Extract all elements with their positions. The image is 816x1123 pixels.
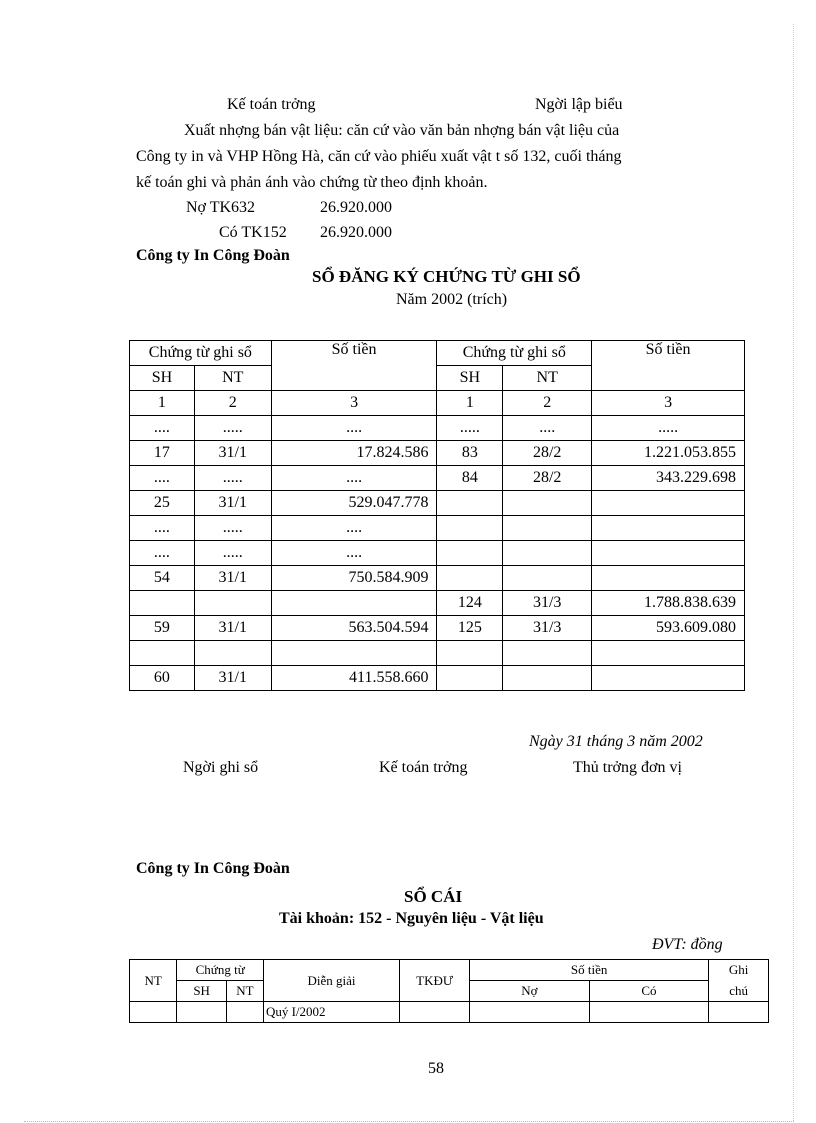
table-cell: .... — [130, 416, 195, 441]
table-cell: 411.558.660 — [271, 666, 437, 691]
table-cell: 59 — [130, 616, 195, 641]
table-cell: 17 — [130, 441, 195, 466]
ledger-cell — [130, 1002, 177, 1023]
table-cell: .... — [130, 541, 195, 566]
signer-right: Ngời lập biểu — [535, 96, 623, 113]
page-number: 58 — [428, 1060, 444, 1077]
paragraph-line-2: Công ty in và VHP Hồng Hà, căn cứ vào phiếu xuất vật t số 132, cuối tháng — [136, 148, 622, 165]
header-sh-left: SH — [130, 366, 195, 391]
table-cell — [194, 591, 271, 616]
table-cell: 84 — [437, 466, 503, 491]
table-cell: .... — [271, 466, 437, 491]
table-cell: 31/3 — [503, 616, 592, 641]
table-cell: 343.229.698 — [592, 466, 745, 491]
header-sh-right: SH — [437, 366, 503, 391]
table-cell — [592, 491, 745, 516]
credit-amount: 26.920.000 — [320, 224, 392, 241]
ledger-subtitle: Tài khoản: 152 - Nguyên liệu - Vật liệu — [279, 910, 544, 927]
table-cell: 54 — [130, 566, 195, 591]
ledger-cell — [226, 1002, 263, 1023]
table-cell — [503, 541, 592, 566]
table-cell: .... — [271, 516, 437, 541]
table-cell — [592, 641, 745, 666]
table-cell: 83 — [437, 441, 503, 466]
table-cell: 31/1 — [194, 491, 271, 516]
table-cell — [503, 666, 592, 691]
register-subtitle: Năm 2002 (trích) — [396, 291, 508, 308]
table-cell — [503, 566, 592, 591]
table-cell: 31/1 — [194, 616, 271, 641]
table-cell: ..... — [437, 416, 503, 441]
debit-amount: 26.920.000 — [320, 199, 392, 216]
table-cell: .... — [271, 541, 437, 566]
table-cell: 60 — [130, 666, 195, 691]
table-row — [130, 441, 745, 466]
table-cell — [437, 491, 503, 516]
table-cell: 17.824.586 — [271, 441, 437, 466]
table-cell: 28/2 — [503, 441, 592, 466]
table-cell: ..... — [194, 466, 271, 491]
ledger-header-description: Diễn giải — [263, 960, 399, 1002]
table-row — [130, 541, 745, 566]
table-cell: 1.788.838.639 — [592, 591, 745, 616]
bottom-dotted-border — [24, 1121, 794, 1122]
company-name: Công ty In Công Đoàn — [136, 247, 290, 264]
ledger-header-nt: NT — [130, 960, 177, 1002]
table-cell: 31/1 — [194, 566, 271, 591]
table-cell: 1 — [130, 391, 195, 416]
table-cell — [503, 641, 592, 666]
table-cell — [592, 516, 745, 541]
table-cell — [437, 541, 503, 566]
table-cell: 124 — [437, 591, 503, 616]
right-dotted-border — [793, 24, 794, 1121]
table-cell — [592, 541, 745, 566]
ledger-cell — [400, 1002, 470, 1023]
table-cell — [194, 641, 271, 666]
table-row — [130, 516, 745, 541]
ledger-header-voucher: Chứng từ — [177, 960, 264, 981]
table-cell — [271, 641, 437, 666]
table-cell: ..... — [592, 416, 745, 441]
ledger-header-note-bottom: chú — [709, 981, 769, 1002]
table-cell — [437, 516, 503, 541]
table-row — [130, 566, 745, 591]
table-row — [130, 391, 745, 416]
header-amount-left: Số tiền — [271, 341, 437, 391]
debit-label: Nợ TK632 — [186, 199, 256, 216]
paragraph-line-3: kế toán ghi và phản ánh vào chứng từ theo định khoản. — [136, 174, 488, 191]
ledger-table — [129, 959, 769, 1023]
ledger-header-amount: Số tiền — [470, 960, 709, 981]
table-row — [130, 616, 745, 641]
table-cell: 25 — [130, 491, 195, 516]
paragraph-line-1: Xuất nhợng bán vật liệu: căn cứ vào văn bản nhợng bán vật liệu của — [184, 122, 620, 139]
table-cell: 31/1 — [194, 441, 271, 466]
table-cell: .... — [130, 516, 195, 541]
table-cell: .... — [271, 416, 437, 441]
table-row — [130, 416, 745, 441]
header-voucher-right: Chứng từ ghi sổ — [437, 341, 592, 366]
ledger-company-name: Công ty In Công Đoàn — [136, 860, 290, 877]
table-row — [130, 641, 745, 666]
signer-left: Kế toán trởng — [227, 96, 316, 113]
ledger-cell — [709, 1002, 769, 1023]
unit-label: ĐVT: đồng — [652, 936, 723, 953]
signer-chief-accountant: Kế toán trởng — [379, 759, 468, 776]
table-cell: 563.504.594 — [271, 616, 437, 641]
ledger-header-credit: Có — [589, 981, 709, 1002]
table-cell: 2 — [194, 391, 271, 416]
table-cell — [130, 641, 195, 666]
table-cell — [271, 591, 437, 616]
table-row — [130, 491, 745, 516]
table-cell: 750.584.909 — [271, 566, 437, 591]
table-cell: 529.047.778 — [271, 491, 437, 516]
table-cell: ..... — [194, 541, 271, 566]
register-title: SỔ ĐĂNG KÝ CHỨNG TỪ GHI SỔ — [312, 267, 581, 286]
header-nt-right: NT — [503, 366, 592, 391]
table-cell — [130, 591, 195, 616]
table-row — [130, 591, 745, 616]
ledger-title: SỔ CÁI — [404, 887, 463, 906]
table-row — [130, 666, 745, 691]
table-cell — [437, 666, 503, 691]
register-table — [129, 340, 745, 691]
table-row — [130, 466, 745, 491]
table-cell: ..... — [194, 416, 271, 441]
ledger-header-note-top: Ghi — [709, 960, 769, 981]
table-cell: .... — [503, 416, 592, 441]
ledger-cell — [589, 1002, 709, 1023]
table-cell: 2 — [503, 391, 592, 416]
header-voucher-left: Chứng từ ghi sổ — [130, 341, 272, 366]
ledger-header-nt2: NT — [226, 981, 263, 1002]
ledger-header-tkdu: TKĐƯ — [400, 960, 470, 1002]
table-cell — [503, 491, 592, 516]
signer-recorder: Ngời ghi sổ — [183, 759, 259, 776]
ledger-cell — [470, 1002, 590, 1023]
header-amount-right: Số tiền — [592, 341, 745, 391]
table-cell: 3 — [592, 391, 745, 416]
table-cell: 31/3 — [503, 591, 592, 616]
table-cell: 125 — [437, 616, 503, 641]
table-cell: 1.221.053.855 — [592, 441, 745, 466]
date-line: Ngày 31 tháng 3 năm 2002 — [529, 733, 703, 750]
ledger-cell — [177, 1002, 226, 1023]
table-cell — [503, 516, 592, 541]
table-cell: 31/1 — [194, 666, 271, 691]
table-cell: 1 — [437, 391, 503, 416]
table-cell — [437, 566, 503, 591]
credit-label: Có TK152 — [219, 224, 287, 241]
table-cell — [592, 666, 745, 691]
table-cell: 3 — [271, 391, 437, 416]
ledger-header-sh: SH — [177, 981, 226, 1002]
table-cell: 593.609.080 — [592, 616, 745, 641]
table-cell: .... — [130, 466, 195, 491]
signer-head-of-unit: Thủ trởng đơn vị — [573, 759, 682, 776]
ledger-header-debit: Nợ — [470, 981, 590, 1002]
table-cell: 28/2 — [503, 466, 592, 491]
table-cell — [437, 641, 503, 666]
header-nt-left: NT — [194, 366, 271, 391]
table-cell — [592, 566, 745, 591]
ledger-row-description: Quý I/2002 — [263, 1002, 399, 1023]
table-cell: ..... — [194, 516, 271, 541]
